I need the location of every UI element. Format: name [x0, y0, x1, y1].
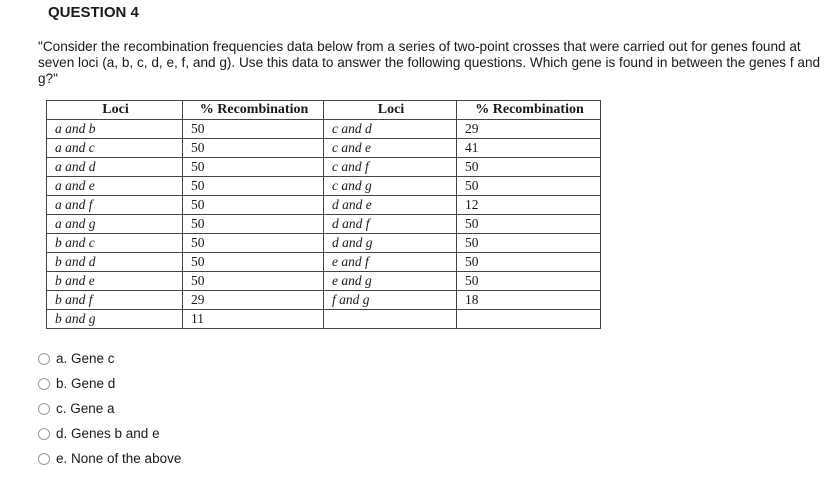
recombination-cell: 50	[183, 253, 324, 272]
recombination-cell: 50	[183, 158, 324, 177]
table-row	[47, 310, 601, 329]
loci-cell: a and e	[47, 177, 183, 196]
loci-cell: b and c	[47, 234, 183, 253]
answer-option[interactable]	[38, 421, 181, 446]
loci-cell: e and f	[324, 253, 457, 272]
loci-cell: c and g	[324, 177, 457, 196]
table-row	[47, 253, 601, 272]
answer-option[interactable]	[38, 346, 181, 371]
recombination-cell: 50	[183, 196, 324, 215]
recombination-cell: 11	[183, 310, 324, 329]
loci-cell: d and f	[324, 215, 457, 234]
recombination-cell: 50	[183, 234, 324, 253]
recombination-cell: 50	[183, 215, 324, 234]
recombination-table	[46, 100, 601, 329]
answer-option[interactable]	[38, 371, 181, 396]
option-label: c. Gene a	[56, 401, 115, 416]
table-row	[47, 234, 601, 253]
question-title: QUESTION 4	[48, 4, 139, 21]
loci-cell: a and d	[47, 158, 183, 177]
recombination-cell: 50	[457, 253, 601, 272]
answer-option[interactable]	[38, 396, 181, 421]
radio-button[interactable]	[38, 453, 50, 465]
table-row	[47, 215, 601, 234]
radio-button[interactable]	[38, 403, 50, 415]
loci-cell: a and c	[47, 139, 183, 158]
recombination-cell: 50	[183, 177, 324, 196]
radio-button[interactable]	[38, 353, 50, 365]
recombination-cell: 50	[457, 215, 601, 234]
loci-cell: b and f	[47, 291, 183, 310]
recombination-cell	[457, 310, 601, 329]
table-row	[47, 120, 601, 139]
table-row	[47, 272, 601, 291]
question-prompt: "Consider the recombination frequencies data below from a series of two-point crosses that were carried out for genes found at seven loci (a, b, c, d, e, f, and g). Use this data to answer the following questions. Which gene is found in between the genes f and g?"	[38, 39, 821, 86]
recombination-cell: 50	[457, 177, 601, 196]
option-label: d. Genes b and e	[56, 426, 160, 441]
recombination-cell: 29	[457, 120, 601, 139]
radio-button[interactable]	[38, 378, 50, 390]
recombination-cell: 50	[183, 139, 324, 158]
recombination-cell: 18	[457, 291, 601, 310]
option-label: e. None of the above	[56, 451, 182, 466]
loci-cell: a and f	[47, 196, 183, 215]
recombination-cell: 29	[183, 291, 324, 310]
loci-cell: d and e	[324, 196, 457, 215]
recombination-cell: 50	[457, 158, 601, 177]
loci-cell: c and f	[324, 158, 457, 177]
loci-cell	[324, 310, 457, 329]
recombination-cell: 12	[457, 196, 601, 215]
loci-cell: b and e	[47, 272, 183, 291]
table-row	[47, 177, 601, 196]
header-recombination-2: % Recombination	[457, 101, 601, 120]
header-loci-2: Loci	[324, 101, 457, 120]
loci-cell: c and e	[324, 139, 457, 158]
header-recombination-1: % Recombination	[183, 101, 324, 120]
loci-cell: b and g	[47, 310, 183, 329]
loci-cell: a and g	[47, 215, 183, 234]
loci-cell: c and d	[324, 120, 457, 139]
loci-cell: a and b	[47, 120, 183, 139]
table-row	[47, 158, 601, 177]
table-row	[47, 291, 601, 310]
loci-cell: b and d	[47, 253, 183, 272]
loci-cell: f and g	[324, 291, 457, 310]
answer-options	[38, 346, 181, 471]
radio-button[interactable]	[38, 428, 50, 440]
recombination-cell: 50	[183, 120, 324, 139]
option-label: b. Gene d	[56, 376, 116, 391]
loci-cell: e and g	[324, 272, 457, 291]
recombination-cell: 50	[457, 234, 601, 253]
option-label: a. Gene c	[56, 351, 115, 366]
answer-option[interactable]	[38, 446, 181, 471]
header-loci-1: Loci	[47, 101, 183, 120]
table-header-row	[47, 101, 601, 120]
table-row	[47, 196, 601, 215]
recombination-cell: 50	[457, 272, 601, 291]
recombination-cell: 41	[457, 139, 601, 158]
recombination-cell: 50	[183, 272, 324, 291]
table-row	[47, 139, 601, 158]
loci-cell: d and g	[324, 234, 457, 253]
